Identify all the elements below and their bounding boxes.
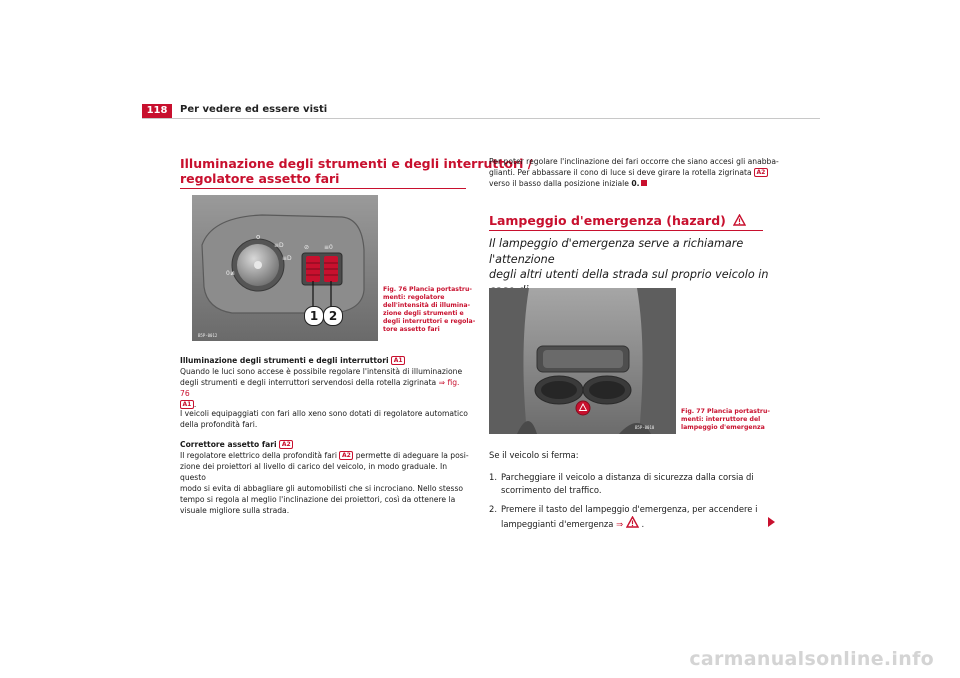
reference-badge: A1 (391, 356, 405, 365)
figure-code: B5P-0010 (635, 425, 655, 430)
subsection-title: Correttore assetto fari A2 (180, 439, 470, 450)
svg-text:o: o (256, 233, 261, 241)
page-number: 118 (142, 104, 172, 118)
page-header-title: Per vedere ed essere visti (180, 104, 328, 115)
header-rule (142, 118, 820, 119)
svg-text:⊘: ⊘ (304, 244, 310, 251)
figure-77-hazard-switch (489, 288, 676, 434)
warning-triangle-icon (626, 516, 639, 528)
figure-76-light-switch (192, 195, 378, 341)
step-number: 2. (489, 504, 497, 514)
list-item-step-2: 2. Premere il tasto del lampeggio d'emergenza, per accendere i lampeggianti d'emergenza ⇒ . (489, 504, 758, 529)
subsection-illumination (180, 355, 470, 410)
svg-text:0≢: 0≢ (226, 270, 235, 277)
section-rule (180, 188, 466, 189)
callout-1: 1 (304, 306, 324, 326)
hazard-switch-illustration (489, 288, 676, 434)
paragraph-line: tempo si regola al meglio l'inclinazione dei proiettori, così da ottenere la (180, 495, 456, 504)
figure-77-caption: Fig. 77 Plancia portastru- menti: interruttore del lampeggio d'emergenza (681, 408, 770, 431)
reference-badge: A2 (279, 440, 293, 449)
section-heading-hazard: Lampeggio d'emergenza (hazard) (489, 213, 746, 228)
reference-badge: A1 (180, 400, 194, 409)
section-heading-illumination: Illuminazione degli strumenti e degli interruttori / regolatore assetto fari (180, 156, 533, 186)
step-number: 1. (489, 472, 497, 482)
reference-badge: A2 (754, 168, 768, 177)
paragraph-leveling-intro: Per poter regolare l'inclinazione dei fari occorre che siano accesi gli anabba- glianti. Per abbassare il cono di luce si deve girare la rotella zigrinata A2 verso il basso dalla posizione iniziale 0. (489, 157, 779, 188)
light-switch-illustration (192, 195, 378, 341)
figure-code: B5P-0012 (198, 333, 218, 338)
list-item-step-1: 1. Parcheggiare il veicolo a distanza di sicurezza dalla corsia di scorrimento del traffico. (489, 472, 754, 495)
svg-text:≡0: ≡0 (324, 244, 333, 251)
subsection-headlight-leveling (180, 439, 470, 516)
paragraph-line: A1 . (180, 399, 470, 410)
reference-badge: A2 (339, 451, 353, 460)
stop-intro: Se il veicolo si ferma: (489, 450, 579, 460)
paragraph-line: degli strumenti e degli interruttori servendosi della rotella zigrinata ⇒ fig. 76 (180, 378, 460, 398)
svg-text:≡D: ≡D (274, 242, 284, 249)
watermark: carmanualsonline.info (689, 648, 934, 670)
paragraph-line: zione dei proiettori al livello di carico del veicolo, in modo graduale. In questo (180, 462, 448, 482)
subsection-title: Illuminazione degli strumenti e degli interruttori A1 (180, 355, 470, 366)
figure-link[interactable]: ⇒ fig. 76 (180, 378, 460, 398)
lead-paragraph-hazard: Il lampeggio d'emergenza serve a richiamare l'attenzione degli altri utenti della strada sul proprio veicolo in (489, 237, 769, 281)
figure-76-caption: Fig. 76 Plancia portastru- menti: regolatore dell'intensità di illumina- zione degli strumenti e degli interruttori e regola- tore assetto fari (383, 286, 476, 333)
end-marker (641, 180, 647, 186)
paragraph-line: Il regolatore elettrico della profondità fari A2 permette di adeguare la posi- (180, 451, 469, 460)
warning-triangle-icon (733, 214, 746, 226)
paragraph-xeno: I veicoli equipaggiati con fari allo xeno sono dotati di regolatore automatico della profondità fari. (180, 409, 468, 429)
paragraph-line: visuale migliore sulla strada. (180, 506, 290, 515)
callout-2: 2 (323, 306, 343, 326)
section-rule (489, 230, 763, 231)
warning-link[interactable]: ⇒ (616, 519, 641, 529)
next-page-arrow-icon[interactable] (768, 517, 775, 527)
svg-text:≡D: ≡D (282, 255, 292, 262)
paragraph-line: Quando le luci sono accese è possibile regolare l'intensità di illuminazione (180, 367, 463, 376)
paragraph-line: modo si evita di abbagliare gli automobilisti che si incrociano. Nello stesso (180, 484, 464, 493)
